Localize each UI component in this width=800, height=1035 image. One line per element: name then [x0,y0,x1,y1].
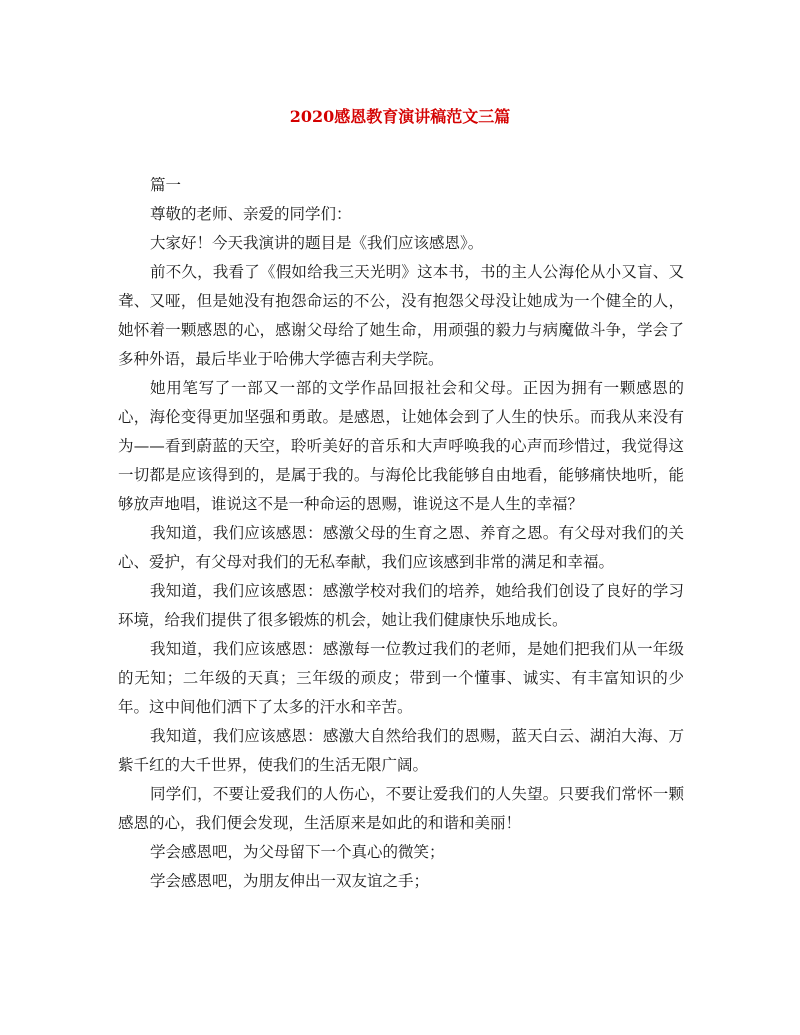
document-body [118,171,684,896]
paragraph: 学会感恩吧，为父母留下一个真心的微笑； [150,843,445,861]
paragraph: 学会感恩吧，为朋友伸出一双友谊之手； [150,872,430,890]
paragraph: 她用笔写了一部又一部的文学作品回报社会和父母。正因为拥有一颗感恩的心，海伦变得更加坚强和勇敢。是感恩，让她体会到了人生的快乐。而我从来没有为——看到蔚蓝的天空，聆听美好的音乐和大声呼唤我的心声而珍惜过，我觉得这一切都是应该得到的，是属于我的。与海伦比我能够自由地看，能够痛快地听，能够放声地唱，谁说这不是一种命运的恩赐，谁说这不是人生的幸福？ [118,379,684,513]
salutation: 尊敬的老师、亲爱的同学们： [150,205,352,223]
paragraph: 前不久，我看了《假如给我三天光明》这本书，书的主人公海伦从小又盲、又聋、又哑，但是她没有抱怨命运的不公，没有抱怨父母没让她成为一个健全的人，她怀着一颗感恩的心，感谢父母给了她生命，用顽强的毅力与病魔做斗争，学会了多种外语，最后毕业于哈佛大学德吉利夫学院。 [118,263,684,368]
section-heading: 篇一 [150,176,182,194]
paragraph: 大家好！今天我演讲的题目是《我们应该感恩》。 [150,234,484,252]
paragraph: 我知道，我们应该感恩：感激大自然给我们的恩赐，蓝天白云、湖泊大海、万紫千红的大千世界，使我们的生活无限广阔。 [118,727,684,774]
paragraph: 我知道，我们应该感恩：感激学校对我们的培养，她给我们创设了良好的学习环境，给我们提供了很多锻炼的机会，她让我们健康快乐地成长。 [118,582,684,629]
paragraph: 我知道，我们应该感恩：感激父母的生育之恩、养育之恩。有父母对我们的关心、爱护，有父母对我们的无私奉献，我们应该感到非常的满足和幸福。 [118,524,684,571]
paragraph: 同学们，不要让爱我们的人伤心，不要让爱我们的人失望。只要我们常怀一颗感恩的心，我们便会发现，生活原来是如此的和谐和美丽！ [118,785,684,832]
document-title: 2020感恩教育演讲稿范文三篇 [289,107,511,126]
paragraph: 我知道，我们应该感恩：感激每一位教过我们的老师，是她们把我们从一年级的无知；二年级的天真；三年级的顽皮；带到一个懂事、诚实、有丰富知识的少年。这中间他们洒下了太多的汗水和辛苦。 [118,640,684,716]
